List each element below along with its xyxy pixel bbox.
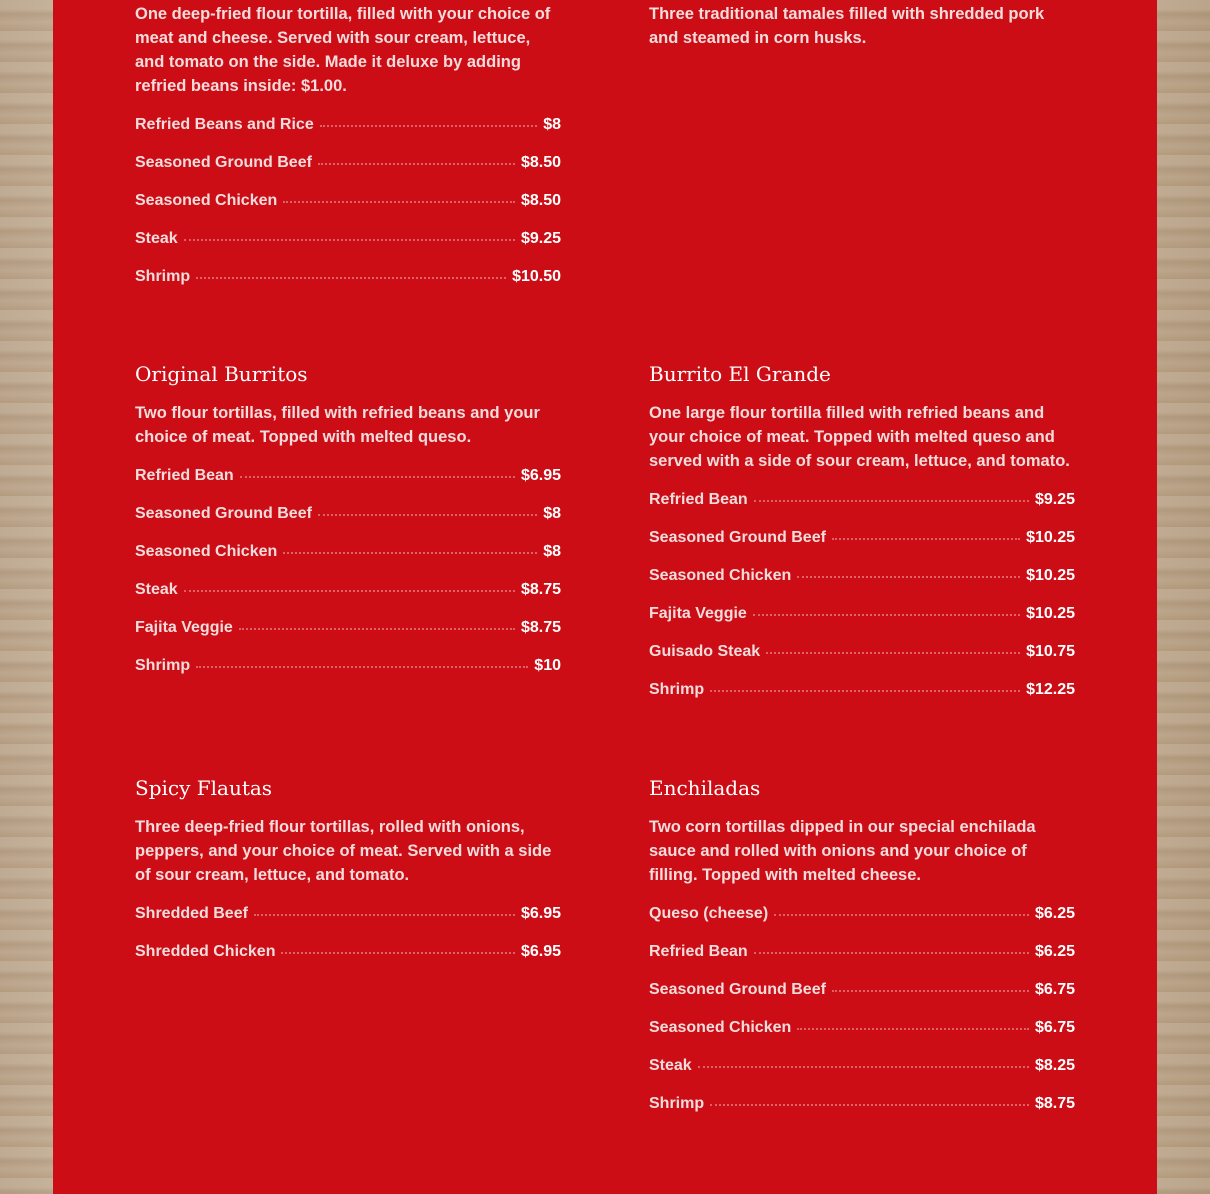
section-description: Three deep-fried flour tortillas, rolled with onions, peppers, and your choice of meat. Served with a side of sour cream, lettuce, and tomato. (135, 818, 552, 884)
menu-item-price: $10.25 (1026, 529, 1075, 546)
menu-item (649, 643, 1075, 681)
menu-item (649, 905, 1075, 943)
menu-item-price: $6.95 (520, 905, 561, 922)
section-description: Three traditional tamales filled with shredded pork and steamed in corn husks. (649, 5, 1045, 47)
menu-item-name: Shrimp (649, 1095, 705, 1112)
menu-item-price: $8.25 (1034, 1057, 1075, 1074)
menu-item (649, 605, 1075, 643)
menu-item-price: $10.50 (512, 268, 561, 285)
menu-item (649, 491, 1075, 529)
menu-item (135, 943, 561, 981)
menu-section-burrito-el-grande (649, 362, 1075, 719)
menu-item-name: Shrimp (135, 657, 191, 674)
dot-leader (239, 628, 515, 630)
dot-leader (710, 1104, 1029, 1106)
menu-item-name: Steak (135, 230, 178, 247)
menu-item (135, 230, 561, 268)
menu-item-price: $8 (543, 505, 561, 522)
menu-item (135, 543, 561, 581)
menu-item (649, 529, 1075, 567)
menu-item-price: $10.75 (1026, 643, 1075, 660)
dot-leader (196, 666, 528, 668)
section-title: Spicy Flautas (135, 776, 273, 800)
menu-item-name: Shredded Beef (135, 905, 248, 922)
menu-item-price: $6.75 (1034, 1019, 1075, 1036)
menu-item-price: $10 (534, 657, 561, 674)
menu-item-price: $6.25 (1034, 905, 1075, 922)
menu-item-name: Steak (649, 1057, 692, 1074)
menu-item (135, 116, 561, 154)
menu-item-price: $10.25 (1026, 567, 1075, 584)
menu-section-enchiladas (649, 776, 1075, 1133)
menu-item-price: $8.50 (520, 192, 561, 209)
menu-item-price: $6.75 (1034, 981, 1075, 998)
menu-item-price: $8.50 (520, 154, 561, 171)
dot-leader (254, 914, 515, 916)
dot-leader (184, 239, 515, 241)
menu-item-name: Seasoned Chicken (649, 1019, 792, 1036)
dot-leader (832, 990, 1029, 992)
dot-leader (283, 201, 515, 203)
menu-item-price: $8.75 (520, 619, 561, 636)
menu-item (135, 268, 561, 306)
dot-leader (240, 476, 515, 478)
menu-item (649, 943, 1075, 981)
menu-item (649, 1057, 1075, 1095)
menu-item-list (135, 116, 561, 306)
menu-item (135, 467, 561, 505)
menu-item-name: Seasoned Ground Beef (135, 154, 312, 171)
dot-leader (283, 552, 537, 554)
dot-leader (318, 163, 515, 165)
dot-leader (797, 576, 1020, 578)
menu-item (649, 567, 1075, 605)
menu-item-price: $6.95 (520, 943, 561, 960)
section-description: Two corn tortillas dipped in our special enchilada sauce and rolled with onions and your choice of filling. Topped with melted cheese. (649, 818, 1036, 884)
menu-item (649, 681, 1075, 719)
menu-item-price: $8.75 (1034, 1095, 1075, 1112)
menu-item-name: Queso (cheese) (649, 905, 769, 922)
menu-item-name: Fajita Veggie (649, 605, 747, 622)
section-title: Original Burritos (135, 362, 308, 386)
menu-item (649, 1019, 1075, 1057)
menu-item-price: $8.75 (520, 581, 561, 598)
menu-item-name: Shredded Chicken (135, 943, 276, 960)
menu-item (135, 192, 561, 230)
section-description: One deep-fried flour tortilla, filled with your choice of meat and cheese. Served with sour cream, lettuce, and tomato on the side. Made it deluxe by adding refried beans inside: $1.00. (135, 5, 551, 95)
menu-item-price: $6.25 (1034, 943, 1075, 960)
dot-leader (754, 500, 1029, 502)
menu-section-original-burritos (135, 362, 561, 695)
menu-item-name: Seasoned Chicken (649, 567, 792, 584)
menu-item (649, 1095, 1075, 1133)
menu-item (135, 657, 561, 695)
dot-leader (196, 277, 506, 279)
menu-item (135, 154, 561, 192)
menu-item-list (649, 491, 1075, 719)
menu-item-price: $12.25 (1026, 681, 1075, 698)
menu-item-price: $6.95 (520, 467, 561, 484)
menu-item-name: Seasoned Chicken (135, 192, 278, 209)
menu-item-name: Fajita Veggie (135, 619, 233, 636)
section-title: Enchiladas (649, 776, 761, 800)
dot-leader (832, 538, 1020, 540)
dot-leader (320, 125, 537, 127)
menu-item (649, 981, 1075, 1019)
dot-leader (318, 514, 537, 516)
dot-leader (710, 690, 1020, 692)
menu-item-name: Shrimp (135, 268, 191, 285)
menu-item-name: Refried Bean (649, 491, 748, 508)
menu-item-name: Refried Bean (649, 943, 748, 960)
menu-item-list (649, 905, 1075, 1133)
menu-item-price: $9.25 (1034, 491, 1075, 508)
menu-section-tamales (649, 2, 1075, 68)
menu-section-spicy-flautas (135, 776, 561, 981)
menu-item-name: Seasoned Ground Beef (649, 529, 826, 546)
dot-leader (766, 652, 1020, 654)
dot-leader (184, 590, 515, 592)
section-title: Burrito El Grande (649, 362, 831, 386)
menu-item-name: Seasoned Chicken (135, 543, 278, 560)
menu-item-name: Seasoned Ground Beef (135, 505, 312, 522)
menu-item-name: Steak (135, 581, 178, 598)
menu-panel (53, 0, 1157, 1194)
dot-leader (754, 952, 1029, 954)
menu-item (135, 581, 561, 619)
dot-leader (753, 614, 1020, 616)
menu-item-name: Refried Bean (135, 467, 234, 484)
menu-item (135, 505, 561, 543)
section-description: One large flour tortilla filled with refried beans and your choice of meat. Topped with melted queso and served with a side of sour cream, lettuce, and tomato. (649, 404, 1070, 470)
menu-item-name: Seasoned Ground Beef (649, 981, 826, 998)
section-description: Two flour tortillas, filled with refried beans and your choice of meat. Topped with melted queso. (135, 404, 540, 446)
menu-item-name: Refried Beans and Rice (135, 116, 314, 133)
menu-item-name: Shrimp (649, 681, 705, 698)
menu-item-price: $9.25 (520, 230, 561, 247)
menu-section-chimichanga (135, 2, 561, 306)
menu-item (135, 619, 561, 657)
dot-leader (698, 1066, 1029, 1068)
menu-item-list (135, 467, 561, 695)
menu-item-name: Guisado Steak (649, 643, 761, 660)
menu-item-price: $8 (543, 116, 561, 133)
menu-item (135, 905, 561, 943)
dot-leader (774, 914, 1029, 916)
menu-item-price: $8 (543, 543, 561, 560)
menu-item-list (135, 905, 561, 981)
dot-leader (281, 952, 514, 954)
dot-leader (797, 1028, 1029, 1030)
menu-item-price: $10.25 (1026, 605, 1075, 622)
